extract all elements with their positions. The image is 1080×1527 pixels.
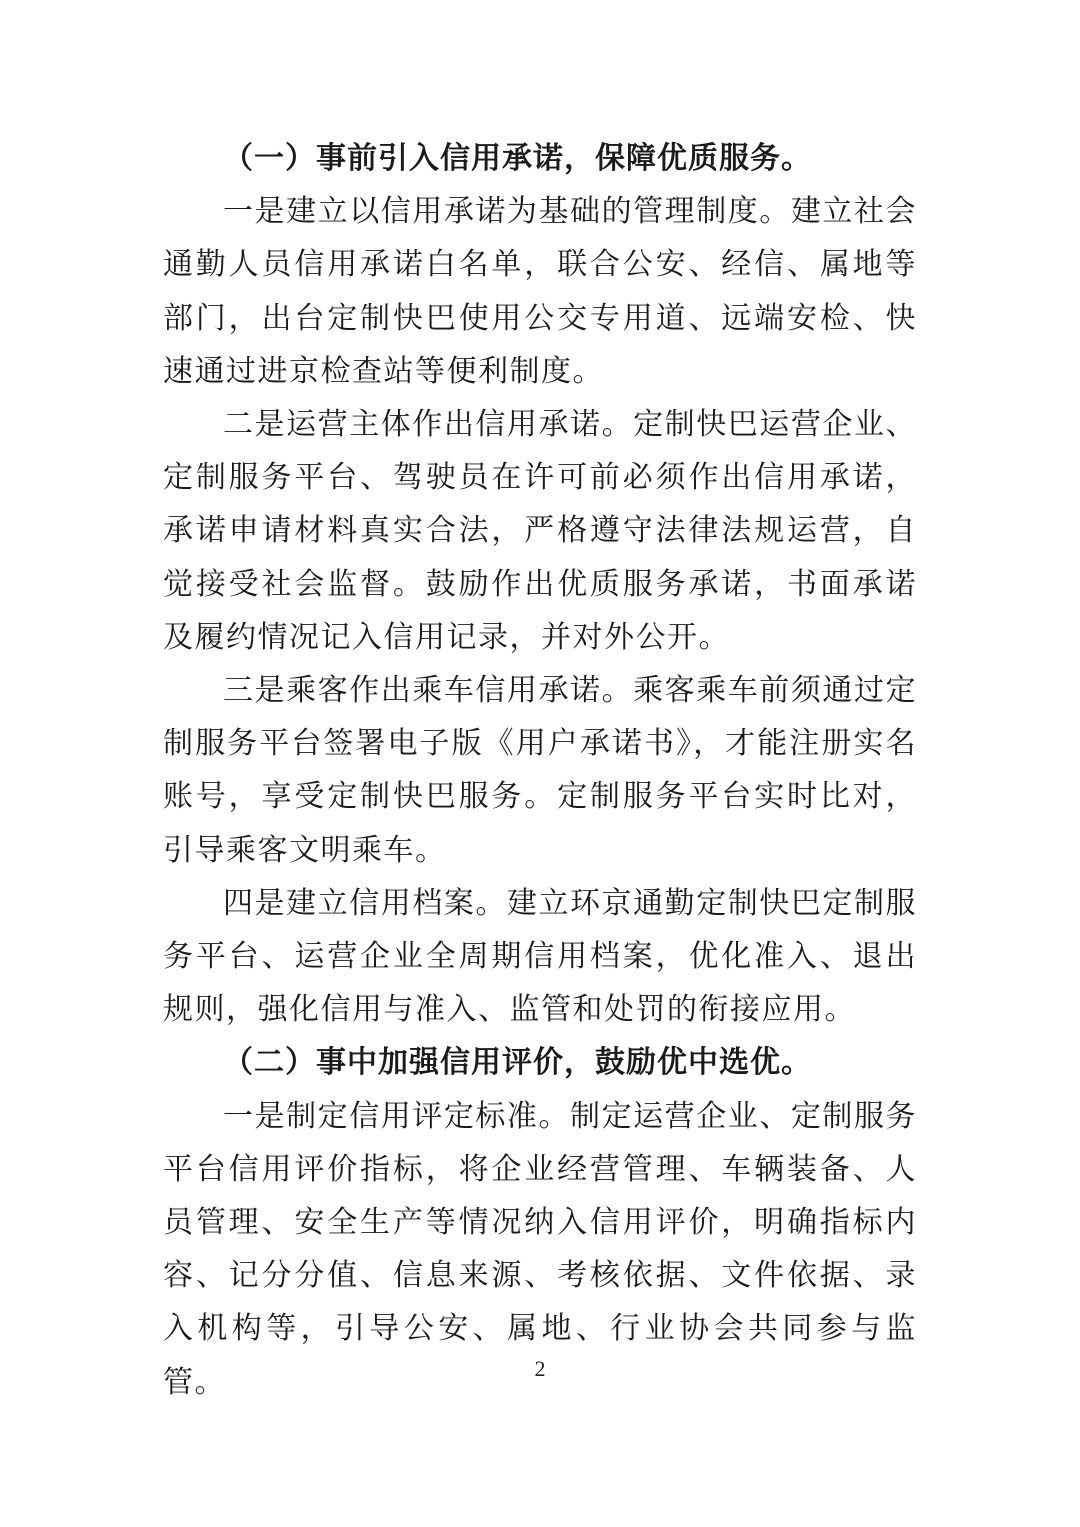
section-heading-2: （二）事中加强信用评价，鼓励优中选优。 <box>223 1045 812 1081</box>
paragraph: 一是制定信用评定标准。制定运营企业、定制服务平台信用评价指标，将企业经营管理、车辆装备、人员管理、安全生产等情况纳入信用评价，明确指标内容、记分分值、信息来源、考核依据、文件依据、录入机构等，引导公安、属地、行业协会共同参与监管。 <box>163 1098 917 1400</box>
paragraph: 二是运营主体作出信用承诺。定制快巴运营企业、定制服务平台、驾驶员在许可前必须作出信用承诺，承诺申请材料真实合法，严格遵守法律法规运营，自觉接受社会监督。鼓励作出优质服务承诺，书面承诺及履约情况记入信用记录，并对外公开。 <box>163 407 917 655</box>
paragraph: 四是建立信用档案。建立环京通勤定制快巴定制服务平台、运营企业全周期信用档案，优化准入、退出规则，强化信用与准入、监管和处罚的衔接应用。 <box>163 885 917 1028</box>
paragraph: 三是乘客作出乘车信用承诺。乘客乘车前须通过定制服务平台签署电子版《用户承诺书》，才能注册实名账号，享受定制快巴服务。定制服务平台实时比对，引导乘客文明乘车。 <box>163 673 917 868</box>
document-body <box>163 132 917 1409</box>
page-number: 2 <box>534 1356 546 1381</box>
section-heading-1: （一）事前引入信用承诺，保障优质服务。 <box>223 141 812 176</box>
paragraph: 一是建立以信用承诺为基础的管理制度。建立社会通勤人员信用承诺白名单，联合公安、经信、属地等部门，出台定制快巴使用公交专用道、远端安检、快速通过进京检查站等便利制度。 <box>163 194 917 389</box>
